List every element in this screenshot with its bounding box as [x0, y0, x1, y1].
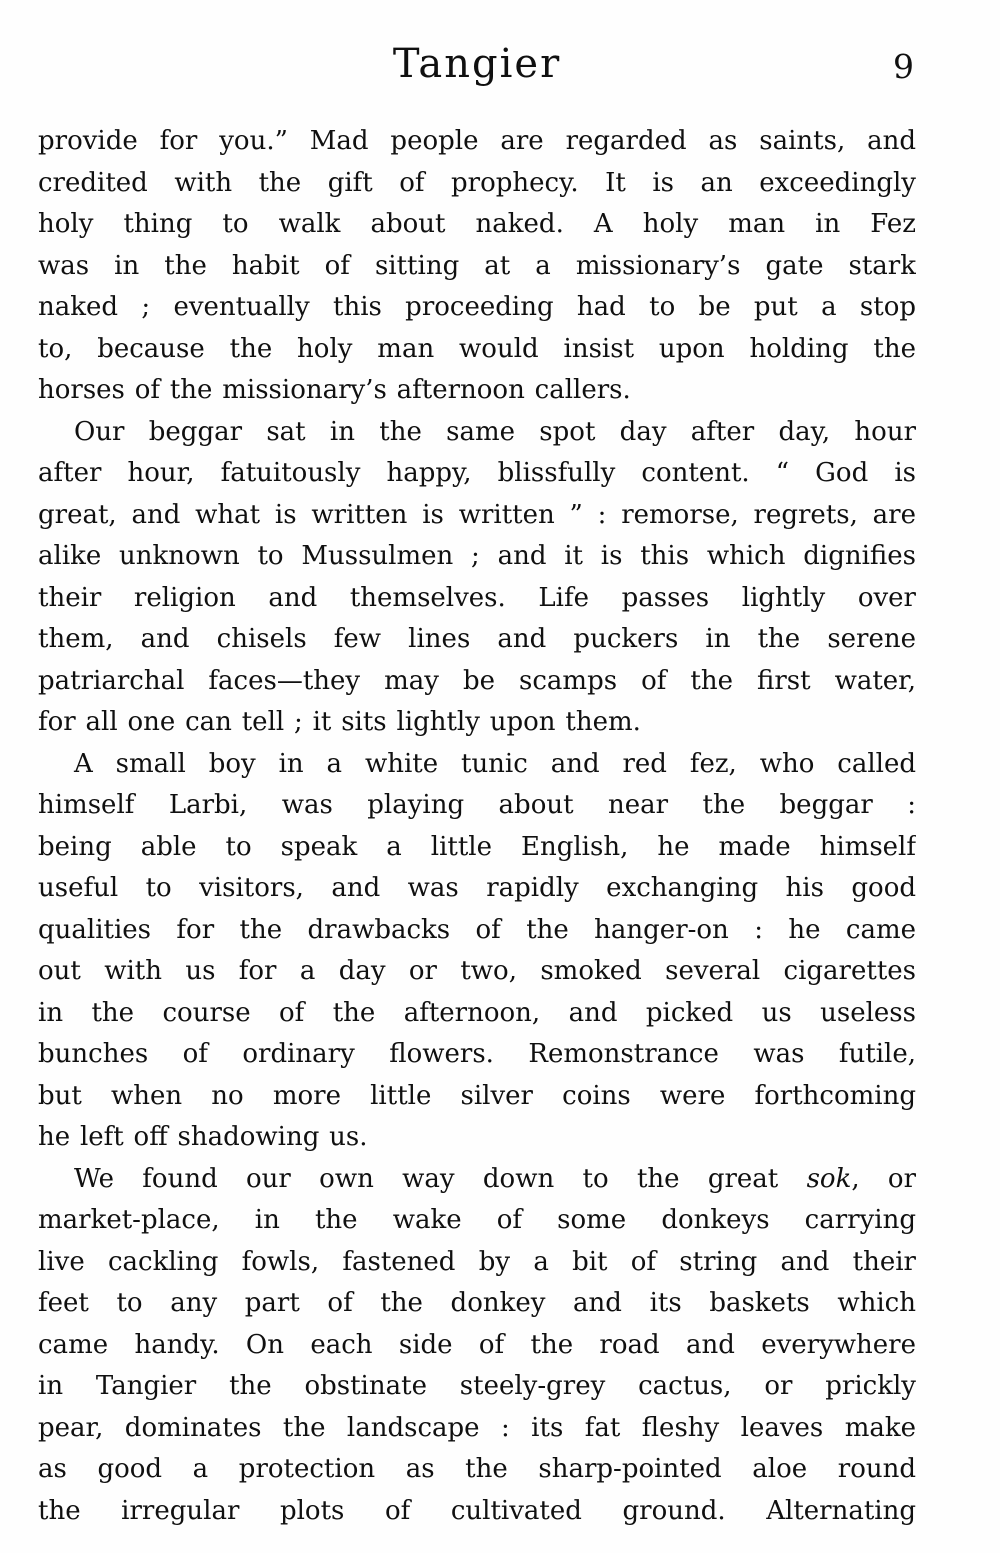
text-line: alike unknown to Mussulmen ; and it is this which dignifies [38, 541, 916, 571]
text-line: pear, dominates the landscape : its fat fleshy leaves make [38, 1412, 916, 1443]
text-line: came handy. On each side of the road and everywhere [38, 1329, 916, 1360]
text-line: as good a protection as the sharp-pointed aloe round [38, 1454, 916, 1484]
text-line [38, 1159, 916, 1201]
text-line: horses of the missionary’s afternoon callers. [38, 375, 631, 405]
text-line: feet to any part of the donkey and its baskets which [38, 1288, 916, 1318]
text-line: useful to visitors, and was rapidly exchanging his good [38, 873, 916, 903]
text-line: out with us for a day or two, smoked several cigarettes [38, 956, 916, 986]
page-title: Tangier [392, 41, 562, 87]
text-line: patriarchal faces—they may be scamps of the first water, [38, 665, 916, 696]
text-segment: , or [851, 1163, 916, 1194]
text-line: holy thing to walk about naked. A holy man in Fez [38, 209, 916, 239]
text-line: them, and chisels few lines and puckers in the serene [38, 624, 916, 654]
text-line: credited with the gift of prophecy. It is an exceedingly [38, 167, 916, 198]
text-line: in Tangier the obstinate steely-grey cactus, or prickly [38, 1371, 916, 1401]
text-line: being able to speak a little English, he made himself [38, 831, 916, 862]
text-line: for all one can tell ; it sits lightly upon them. [38, 707, 641, 737]
page-number: 9 [893, 47, 914, 86]
text-line: to, because the holy man would insist upon holding the [38, 333, 916, 364]
text-line: himself Larbi, was playing about near the beggar : [38, 790, 916, 820]
text-line: provide for you.” Mad people are regarded as saints, and [38, 126, 916, 156]
text-line: qualities for the drawbacks of the hanger-on : he came [38, 914, 916, 945]
page-header [38, 38, 916, 98]
text-line: great, and what is written is written ” : remorse, regrets, are [38, 499, 916, 530]
text-line: their religion and themselves. Life passes lightly over [38, 582, 916, 613]
text-line: in the course of the afternoon, and picked us useless [38, 997, 916, 1028]
italic-term: sok [806, 1163, 852, 1194]
text-segment: We found our own way down to the great [74, 1163, 807, 1194]
text-line: Our beggar sat in the same spot day after day, hour [74, 416, 916, 447]
text-line: bunches of ordinary flowers. Remonstrance was futile, [38, 1039, 916, 1069]
text-line: the irregular plots of cultivated ground. Alternating [38, 1495, 916, 1526]
text-line: after hour, fatuitously happy, blissfully content. “ God is [38, 458, 916, 488]
body-text [38, 121, 916, 1532]
text-line: market-place, in the wake of some donkeys carrying [38, 1205, 916, 1235]
text-line: was in the habit of sitting at a missionary’s gate stark [38, 250, 916, 281]
text-line: naked ; eventually this proceeding had to be put a stop [38, 292, 916, 322]
text-line: A small boy in a white tunic and red fez, who called [74, 748, 916, 779]
text-line: but when no more little silver coins were forthcoming [38, 1080, 916, 1111]
text-line: he left off shadowing us. [38, 1122, 368, 1152]
text-line: live cackling fowls, fastened by a bit of string and their [38, 1246, 916, 1277]
